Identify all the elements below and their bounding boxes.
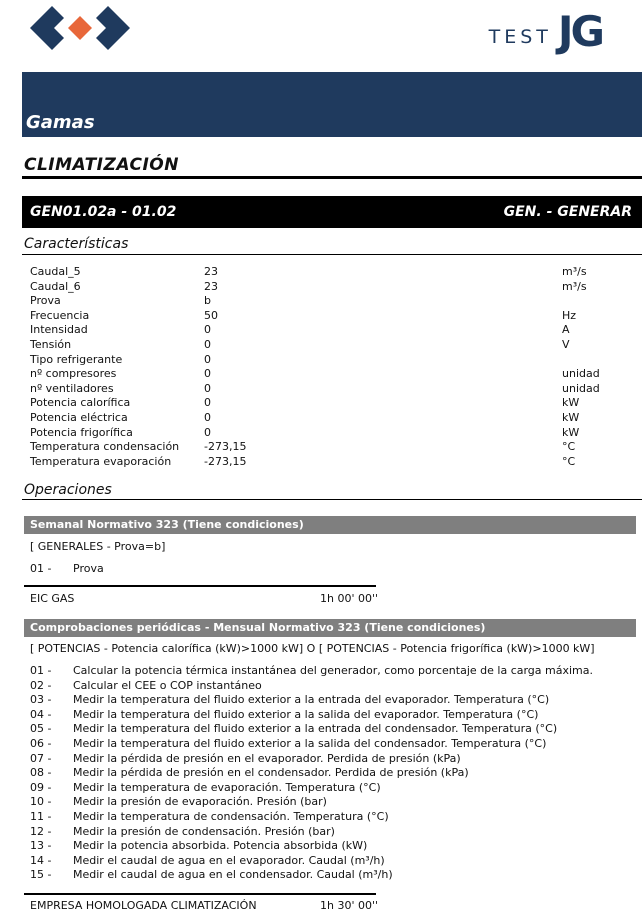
item-description: Medir la potencia absorbida. Potencia absorbida (kW) bbox=[73, 839, 368, 853]
characteristics-heading: Características bbox=[24, 236, 129, 252]
footer-label: EIC GAS bbox=[30, 592, 75, 605]
characteristic-name: Tensión bbox=[30, 338, 72, 351]
item-number: 01 - bbox=[30, 664, 52, 677]
operations-divider bbox=[22, 499, 642, 500]
characteristic-name: Prova bbox=[30, 294, 61, 308]
item-number: 07 - bbox=[30, 751, 52, 765]
characteristic-name: Potencia calorífica bbox=[30, 396, 131, 410]
characteristic-unit: m³/s bbox=[562, 279, 587, 293]
table-row bbox=[30, 353, 610, 368]
table-row bbox=[30, 455, 610, 470]
section-divider bbox=[22, 176, 642, 179]
characteristic-unit: °C bbox=[562, 440, 576, 454]
operation-condition: [ POTENCIAS - Potencia calorífica (kW)>1000 kW] O [ POTENCIAS - Potencia frigorífica (kW)>1000 kW] bbox=[30, 642, 595, 655]
item-description: Medir la temperatura de condensación. Temperatura (°C) bbox=[73, 810, 389, 823]
characteristic-unit: unidad bbox=[562, 381, 600, 395]
characteristic-value: 0 bbox=[204, 323, 211, 337]
characteristic-unit: unidad bbox=[562, 367, 600, 381]
table-row bbox=[30, 265, 610, 280]
footer-time: 1h 00' 00'' bbox=[320, 592, 379, 605]
characteristic-unit: Hz bbox=[562, 308, 577, 322]
characteristic-unit: °C bbox=[562, 454, 576, 468]
table-row bbox=[30, 323, 610, 338]
characteristics-divider bbox=[22, 254, 642, 255]
footer-label: EMPRESA HOMOLOGADA CLIMATIZACIÓN bbox=[30, 899, 257, 912]
characteristic-name: Temperatura evaporación bbox=[30, 454, 172, 468]
brand-test: TEST bbox=[488, 26, 552, 48]
item-description: Medir el caudal de agua en el evaporador. Caudal (m³/h) bbox=[73, 853, 385, 867]
characteristic-name: Potencia eléctrica bbox=[30, 411, 128, 424]
characteristic-name: Caudal_5 bbox=[30, 265, 81, 278]
item-number: 14 - bbox=[30, 853, 52, 867]
item-number: 11 - bbox=[30, 810, 52, 823]
characteristic-unit: kW bbox=[562, 411, 580, 424]
item-description: Calcular la potencia térmica instantánea del generador, como porcentaje de la carga máxima. bbox=[73, 664, 594, 677]
item-description: Medir la temperatura del fluido exterior a la entrada del condensador. Temperatura (°C) bbox=[73, 722, 558, 736]
item-number: 13 - bbox=[30, 839, 52, 853]
equipment-code: GEN01.02a - 01.02 bbox=[30, 204, 177, 220]
characteristic-name: Intensidad bbox=[30, 323, 88, 337]
characteristic-value: -273,15 bbox=[204, 440, 247, 454]
item-description: Medir la temperatura del fluido exterior a la salida del condensador. Temperatura (°C) bbox=[73, 737, 547, 750]
table-row bbox=[30, 367, 610, 382]
table-row bbox=[30, 382, 610, 397]
brand-wordmark bbox=[489, 4, 602, 54]
table-row bbox=[30, 426, 610, 441]
characteristic-name: Frecuencia bbox=[30, 308, 90, 322]
item-number: 05 - bbox=[30, 722, 52, 736]
item-number: 15 - bbox=[30, 868, 52, 882]
characteristic-unit: kW bbox=[562, 425, 580, 439]
item-description: Medir la presión de evaporación. Presión (bar) bbox=[73, 795, 327, 809]
footer-divider bbox=[24, 893, 376, 895]
characteristic-value: 0 bbox=[204, 367, 211, 381]
table-row bbox=[30, 440, 610, 455]
characteristic-value: 0 bbox=[204, 411, 211, 424]
operation-footer bbox=[30, 899, 410, 912]
table-row bbox=[30, 338, 610, 353]
characteristic-value: 0 bbox=[204, 352, 211, 366]
footer-time: 1h 30' 00'' bbox=[320, 899, 379, 912]
characteristic-value: 23 bbox=[204, 265, 218, 278]
characteristic-value: 23 bbox=[204, 279, 218, 293]
characteristic-unit: m³/s bbox=[562, 265, 587, 278]
characteristic-value: 0 bbox=[204, 396, 211, 410]
characteristic-name: nº ventiladores bbox=[30, 381, 114, 395]
brand-jg: JG bbox=[557, 7, 602, 56]
item-description: Medir la temperatura del fluido exterior a la entrada del evaporador. Temperatura (°C) bbox=[73, 693, 550, 707]
item-description: Medir la temperatura del fluido exterior a la salida del evaporador. Temperatura (°C) bbox=[73, 707, 539, 721]
characteristic-unit: V bbox=[562, 338, 570, 351]
characteristic-value: 50 bbox=[204, 308, 218, 322]
characteristic-value: b bbox=[204, 294, 211, 308]
table-row bbox=[30, 280, 610, 295]
characteristic-value: -273,15 bbox=[204, 454, 247, 468]
item-description: Medir la pérdida de presión en el evaporador. Perdida de presión (kPa) bbox=[73, 751, 461, 765]
characteristic-value: 0 bbox=[204, 425, 211, 439]
table-row bbox=[30, 411, 610, 426]
item-description: Medir la pérdida de presión en el condensador. Perdida de presión (kPa) bbox=[73, 766, 469, 780]
operations-heading: Operaciones bbox=[24, 482, 112, 498]
item-description: Medir la presión de condensación. Presión (bar) bbox=[73, 824, 335, 838]
operation-block-title: Comprobaciones periódicas - Mensual Normativo 323 (Tiene condiciones) bbox=[24, 619, 636, 637]
item-description: Calcular el CEE o COP instantáneo bbox=[73, 678, 262, 692]
banner bbox=[22, 72, 642, 137]
characteristic-name: nº compresores bbox=[30, 367, 117, 381]
item-description: Medir el caudal de agua en el condensador. Caudal (m³/h) bbox=[73, 868, 393, 882]
company-logo-icon bbox=[30, 4, 130, 55]
section-title: CLIMATIZACIÓN bbox=[24, 155, 179, 175]
operation-condition: [ GENERALES - Prova=b] bbox=[30, 540, 166, 553]
characteristic-name: Caudal_6 bbox=[30, 279, 81, 293]
characteristic-name: Tipo refrigerante bbox=[30, 352, 123, 366]
characteristic-value: 0 bbox=[204, 381, 211, 395]
item-description: Medir la temperatura de evaporación. Temperatura (°C) bbox=[73, 780, 381, 794]
code-bar bbox=[22, 196, 642, 228]
characteristic-value: 0 bbox=[204, 338, 211, 351]
table-row bbox=[30, 396, 610, 411]
item-number: 09 - bbox=[30, 780, 52, 794]
item-number: 12 - bbox=[30, 824, 52, 838]
characteristic-name: Temperatura condensación bbox=[30, 440, 180, 454]
table-row bbox=[30, 309, 610, 324]
item-number: 06 - bbox=[30, 737, 52, 750]
item-number: 04 - bbox=[30, 707, 52, 721]
banner-title: Gamas bbox=[26, 112, 95, 133]
footer-divider bbox=[24, 585, 376, 587]
operation-block-title: Semanal Normativo 323 (Tiene condiciones) bbox=[24, 516, 636, 534]
characteristic-unit: kW bbox=[562, 396, 580, 410]
item-number: 08 - bbox=[30, 766, 52, 780]
operation-footer bbox=[30, 592, 410, 605]
equipment-type: GEN. - GENERAR bbox=[503, 204, 632, 220]
table-row bbox=[30, 294, 610, 309]
characteristic-name: Potencia frigorífica bbox=[30, 425, 133, 439]
item-number: 03 - bbox=[30, 693, 52, 707]
item-number: 10 - bbox=[30, 795, 52, 809]
item-number: 02 - bbox=[30, 678, 52, 692]
characteristic-unit: A bbox=[562, 323, 570, 337]
